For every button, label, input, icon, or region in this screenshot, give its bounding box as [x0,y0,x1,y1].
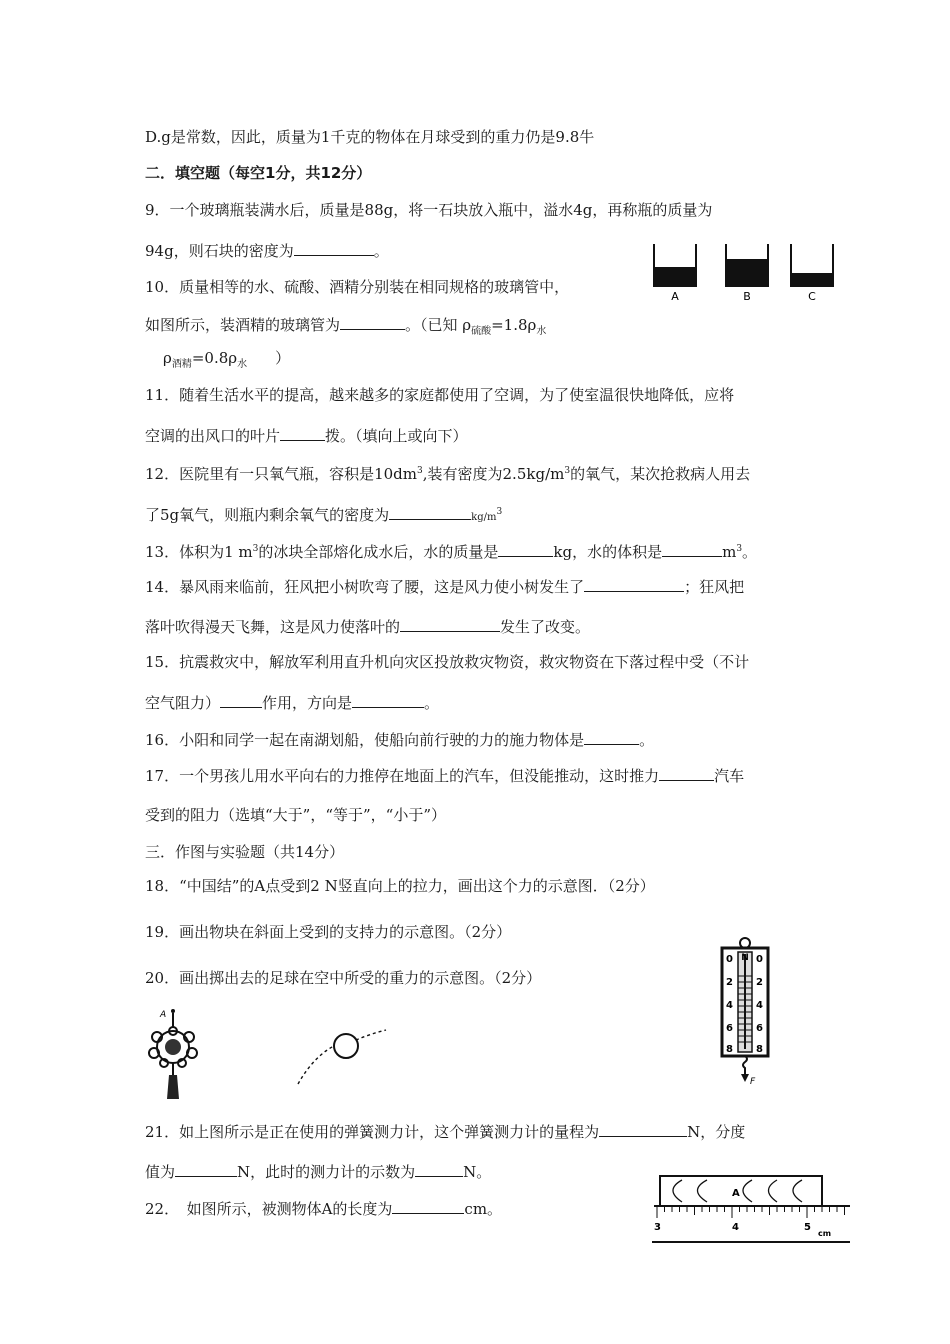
q22-line [145,1198,502,1219]
knot-point-label: A [160,1010,167,1020]
q22-text: 22． 如图所示，被测物体A的长度为 [145,1200,393,1218]
tube-c [791,244,833,286]
q21-text2: N，分度 [687,1123,746,1141]
q14-blank1[interactable] [584,576,684,592]
force-label: F [750,1077,756,1086]
q9-text: 94g，则石块的密度为 [145,242,294,260]
q10-sub-water2: 水 [237,359,248,370]
q14-text3: 落叶吹得漫天飞舞，这是风力使落叶的 [145,618,401,636]
q15-line1: 15．抗震救灾中，解放军利用直升机向灾区投放救灾物资，救灾物资在下落过程中受（不计 [145,653,750,671]
tube-label-c: C [808,290,816,303]
q11-line1: 11．随着生活水平的提高，越来越多的家庭都使用了空调，为了使室温很快地降低，应将 [145,386,735,404]
option-d: D.g是常数，因此，质量为1千克的物体在月球受到的重力仍是9.8牛 [145,128,595,146]
q13-end: 。 [742,543,758,561]
ruler-tick-3: 3 [654,1222,661,1233]
q14-blank2[interactable] [400,616,500,632]
q13-text2: 的冰块全部熔化成水后，水的质量是 [258,543,499,561]
q11-line2 [145,425,468,446]
q16-line [145,729,654,750]
q12-line2 [145,502,502,528]
q17-line2: 受到的阻力（选填“大于”，“等于”，“小于”） [145,806,447,824]
q11-answer-blank[interactable] [280,425,325,441]
q21-line1 [145,1121,745,1142]
q16-end: 。 [639,731,655,749]
q9-answer-blank[interactable] [294,240,374,256]
tick-right-4: 4 [756,1000,763,1011]
q12-text1: 12．医院里有一只氧气瓶，容积是10dm [145,465,418,483]
q21-end: N。 [463,1163,492,1181]
q14-line1 [145,576,744,597]
q12-sup2: 3 [564,466,571,476]
q15-end: 。 [424,694,440,712]
tube-label-b: B [743,290,751,303]
q21-line2 [145,1161,491,1182]
tube-label-a: A [671,290,679,303]
q10-rho: ρ [163,349,172,367]
q21-text1: 21．如上图所示是正在使用的弹簧测力计，这个弹簧测力计的量程为 [145,1123,600,1141]
q12-line1 [145,461,750,484]
section-3-heading: 三．作图与实验题（共14分） [145,843,345,861]
q16-blank[interactable] [584,729,639,745]
tick-left-8: 8 [726,1044,733,1055]
q10-line1: 10．质量相等的水、硫酸、酒精分别装在相同规格的玻璃管中， [145,278,570,296]
tick-right-8: 8 [756,1044,763,1055]
tick-left-2: 2 [726,977,733,988]
q9-end: 。 [373,242,389,260]
q21-text4: N，此时的测力计的示数为 [237,1163,416,1181]
q14-text1: 14．暴风雨来临前，狂风把小树吹弯了腰，这是风力使小树发生了 [145,578,585,596]
q13-sup2: 3 [736,544,743,554]
q12-text3: 的氧气，某次抢救病人用去 [570,465,751,483]
ruler-tick-5: 5 [804,1222,811,1233]
q13-text4: m [722,543,737,561]
q14-text4: 发生了改变。 [500,618,591,636]
q15-line2 [145,692,439,713]
q17-blank[interactable] [659,765,714,781]
scale-unit: N [741,953,749,963]
q10-given: 。（已知 ρ [405,316,472,334]
q10-given2: =1.8ρ [491,316,537,334]
q12-sup1: 3 [417,466,423,476]
chinese-knot-figure [142,1005,214,1104]
q10-line2 [145,314,546,342]
q13-text1: 13．体积为1 m [145,543,253,561]
q10-line3 [163,348,290,375]
q18-line: 18．“中国结”的A点受到2 N竖直向上的拉力，画出这个力的示意图．（2分） [145,877,655,895]
q15-text1: 空气阻力） [145,694,221,712]
q21-division-blank[interactable] [175,1161,237,1177]
q17-text2: 汽车 [714,767,745,785]
tick-left-6: 6 [726,1023,733,1034]
q15-blank1[interactable] [220,692,262,708]
tick-right-2: 2 [756,977,763,988]
section-2-heading: 二．填空题（每空1分，共12分） [145,164,372,182]
q10-end: ） [275,349,291,367]
q10-answer-blank[interactable] [340,314,405,330]
force-arrow-icon [741,1074,749,1082]
q17-line1 [145,765,744,786]
ruler-tick-4: 4 [732,1222,739,1233]
q14-text2: ；狂风把 [684,578,745,596]
q10-text: 如图所示，装酒精的玻璃管为 [145,316,341,334]
q15-text2: 作用，方向是 [262,694,353,712]
q11-end: 拨。（填向上或向下） [325,427,468,445]
q21-text3: 值为 [145,1163,176,1181]
q22-blank[interactable] [392,1198,464,1214]
q21-range-blank[interactable] [599,1121,687,1137]
q14-line2 [145,616,590,637]
tick-right-0: 0 [756,954,763,965]
spring-scale-figure [716,936,776,1090]
q12-unit: kg/m [471,512,497,523]
q12-text2: ,装有密度为2.5kg/m [422,465,565,483]
q11-text: 空调的出风口的叶片 [145,427,281,445]
q10-sub-water: 水 [536,326,547,337]
q12-text4: 了5g氧气，则瓶内剩余氧气的密度为 [145,506,390,524]
q22-end: cm。 [464,1200,503,1218]
q9-line1: 9．一个玻璃瓶装满水后，质量是88g，将一石块放入瓶中，溢水4g，再称瓶的质量为 [145,201,713,219]
q13-text3: kg，水的体积是 [553,543,663,561]
q13-sup1: 3 [252,544,259,554]
ruler-figure [652,1168,852,1250]
q17-text1: 17．一个男孩儿用水平向右的力推停在地面上的汽车，但没能推动，这时推力 [145,767,660,785]
q12-sup3: 3 [496,507,503,517]
q21-reading-blank[interactable] [415,1161,463,1177]
football-figure [290,1020,390,1094]
tube-b [726,244,768,286]
tube-a [654,244,696,286]
q10-sub-sulfuric: 硫酸 [471,326,492,337]
q10-given3: =0.8ρ [191,349,238,367]
object-label: A [732,1188,740,1199]
q15-blank2[interactable] [352,692,424,708]
tick-right-6: 6 [756,1023,763,1034]
object-a [660,1176,822,1206]
tick-left-4: 4 [726,1000,733,1011]
q13-line [145,539,757,562]
ruler-unit: cm [818,1229,832,1238]
q19-line: 19．画出物块在斜面上受到的支持力的示意图。（2分） [145,923,512,941]
tubes-figure [648,240,843,312]
tick-left-0: 0 [726,954,733,965]
ball-icon [334,1034,358,1058]
q13-volume-blank[interactable] [662,541,722,557]
q9-line2 [145,240,389,261]
q16-text: 16．小阳和同学一起在南湖划船，使船向前行驶的力的施力物体是 [145,731,585,749]
q13-mass-blank[interactable] [498,541,553,557]
q10-sub-alcohol: 酒精 [171,359,192,370]
q20-line: 20．画出掷出去的足球在空中所受的重力的示意图。（2分） [145,969,542,987]
q12-answer-blank[interactable] [389,504,471,520]
